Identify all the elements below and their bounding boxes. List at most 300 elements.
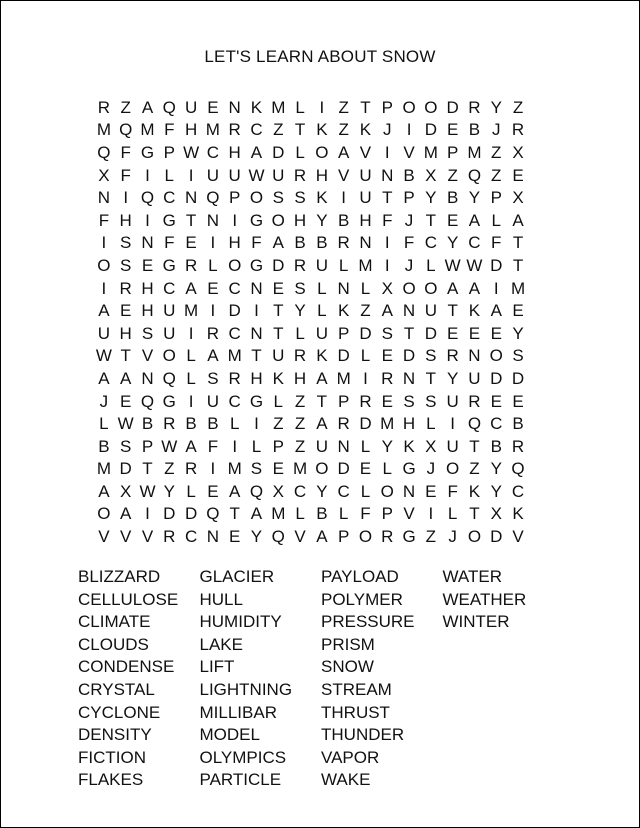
grid-letter: C [337, 481, 350, 501]
grid-letter: B [316, 233, 328, 253]
grid-letter: M [96, 459, 111, 479]
word-item: WEATHER [442, 589, 527, 609]
word-item: THRUST [321, 702, 390, 722]
grid-letter: H [402, 414, 416, 434]
word-item: SNOW [321, 657, 374, 677]
grid-letter: B [403, 165, 415, 185]
grid-letter: L [447, 504, 458, 524]
grid-letter: D [359, 323, 372, 343]
grid-letter: I [145, 504, 150, 524]
grid-letter: G [249, 255, 264, 275]
grid-letter: R [337, 414, 350, 434]
grid-letter: A [229, 481, 241, 501]
grid-letter: C [468, 233, 481, 253]
grid-letter: S [403, 391, 415, 411]
letter-grid [93, 96, 529, 548]
grid-letter: V [403, 142, 415, 162]
word-item: PRISM [321, 634, 375, 654]
grid-letter: S [250, 459, 263, 479]
grid-letter: Q [162, 97, 176, 117]
grid-letter: O [228, 255, 242, 275]
grid-letter: I [406, 120, 412, 140]
grid-letter: T [229, 504, 240, 524]
grid-letter: Q [467, 414, 482, 434]
grid-letter: Z [120, 97, 131, 117]
grid-letter: E [229, 527, 241, 547]
grid-letter: J [491, 120, 501, 140]
grid-letter: B [185, 414, 197, 434]
grid-letter: N [228, 97, 241, 117]
grid-letter: R [511, 436, 525, 456]
word-item: CLIMATE [78, 612, 151, 632]
grid-letter: N [337, 278, 350, 298]
grid-letter: A [381, 301, 393, 321]
grid-row [93, 480, 529, 503]
grid-letter: M [271, 504, 286, 524]
grid-letter: S [272, 188, 284, 208]
grid-letter: U [359, 188, 372, 208]
grid-letter: U [184, 97, 198, 117]
grid-letter: N [337, 436, 350, 456]
grid-letter: Y [446, 233, 459, 253]
grid-letter: P [337, 323, 350, 343]
grid-letter: H [359, 210, 372, 230]
grid-letter: V [98, 527, 110, 547]
page-title: LET'S LEARN ABOUT SNOW [204, 47, 436, 66]
grid-letter: V [512, 527, 524, 547]
grid-letter: S [425, 391, 437, 411]
grid-letter: F [98, 210, 110, 230]
grid-letter: O [358, 527, 373, 547]
grid-letter: L [186, 368, 196, 388]
grid-letter: Z [273, 414, 284, 434]
grid-letter: C [184, 527, 198, 547]
grid-row [93, 119, 529, 142]
grid-letter: H [141, 278, 154, 298]
grid-letter: Q [140, 188, 155, 208]
grid-letter: D [337, 346, 350, 366]
grid-letter: R [381, 368, 394, 388]
grid-letter: M [467, 142, 482, 162]
word-item: OLYMPICS [199, 747, 287, 767]
grid-letter: R [468, 97, 481, 117]
grid-letter: V [120, 527, 132, 547]
grid-letter: N [359, 233, 372, 253]
grid-letter: W [161, 436, 178, 456]
grid-letter: O [467, 527, 482, 547]
grid-letter: P [381, 504, 393, 524]
grid-letter: T [251, 346, 262, 366]
grid-letter: E [512, 391, 524, 411]
grid-letter: O [424, 278, 438, 298]
grid-letter: F [403, 233, 415, 253]
grid-letter: A [141, 97, 154, 117]
grid-letter: D [119, 459, 132, 479]
grid-letter: I [384, 255, 390, 275]
grid-letter: Q [511, 459, 525, 479]
grid-letter: E [207, 481, 219, 501]
grid-row [93, 458, 529, 481]
grid-letter: T [469, 504, 480, 524]
grid-letter: P [229, 188, 241, 208]
grid-letter: E [425, 481, 437, 501]
grid-letter: K [316, 346, 328, 366]
grid-letter: I [210, 233, 216, 253]
grid-letter: R [228, 120, 241, 140]
grid-letter: O [424, 97, 438, 117]
grid-letter: I [145, 210, 150, 230]
grid-letter: F [251, 233, 262, 253]
grid-letter: Y [250, 527, 263, 547]
grid-letter: D [359, 414, 372, 434]
grid-letter: L [295, 97, 305, 117]
grid-letter: Q [249, 481, 264, 501]
grid-row [93, 525, 529, 548]
grid-letter: F [164, 120, 175, 140]
grid-letter: L [208, 255, 218, 275]
word-item: MODEL [199, 725, 260, 745]
grid-letter: A [207, 346, 219, 366]
grid-letter: A [250, 504, 263, 524]
grid-letter: J [383, 120, 392, 140]
grid-letter: X [425, 436, 437, 456]
grid-letter: Z [360, 301, 371, 321]
grid-letter: P [381, 97, 393, 117]
grid-letter: X [120, 481, 132, 501]
grid-letter: L [360, 481, 371, 501]
grid-letter: M [227, 459, 242, 479]
grid-letter: I [384, 233, 390, 253]
grid-letter: B [98, 436, 110, 456]
grid-letter: W [466, 255, 483, 275]
grid-letter: R [511, 120, 525, 140]
grid-letter: F [360, 504, 371, 524]
grid-letter: L [186, 481, 196, 501]
grid-letter: C [206, 142, 220, 162]
grid-letter: B [141, 414, 154, 434]
grid-letter: C [250, 120, 263, 140]
grid-letter: Z [512, 97, 524, 117]
grid-letter: A [272, 233, 284, 253]
grid-letter: K [337, 301, 350, 321]
grid-letter: K [468, 301, 481, 321]
grid-row [93, 322, 529, 345]
grid-letter: S [381, 323, 393, 343]
grid-letter: L [491, 210, 501, 230]
grid-letter: B [337, 210, 350, 230]
grid-letter: Z [338, 97, 349, 117]
grid-letter: T [447, 301, 458, 321]
grid-letter: O [162, 346, 176, 366]
grid-letter: L [338, 504, 349, 524]
grid-letter: M [358, 255, 373, 275]
grid-letter: M [336, 368, 351, 388]
grid-letter: I [101, 233, 107, 253]
grid-letter: R [163, 527, 176, 547]
grid-letter: N [402, 301, 416, 321]
grid-letter: I [254, 301, 259, 321]
word-item: BLIZZARD [78, 567, 161, 586]
grid-letter: A [98, 368, 110, 388]
grid-letter: V [141, 346, 154, 366]
grid-letter: N [141, 368, 154, 388]
grid-letter: M [96, 120, 111, 140]
grid-letter: S [120, 255, 132, 275]
word-item: MILLIBAR [199, 702, 277, 722]
word-item: DENSITY [78, 725, 152, 745]
grid-letter: U [206, 165, 220, 185]
grid-letter: R [163, 414, 176, 434]
grid-letter: W [95, 346, 112, 366]
grid-letter: L [360, 278, 371, 298]
grid-letter: D [511, 368, 525, 388]
grid-letter: O [380, 481, 394, 501]
grid-letter: Y [512, 323, 524, 343]
grid-letter: W [444, 255, 461, 275]
grid-letter: X [490, 504, 502, 524]
grid-letter: A [185, 436, 197, 456]
grid-letter: I [363, 368, 368, 388]
grid-row [93, 186, 529, 209]
grid-letter: E [446, 323, 459, 343]
grid-row [93, 277, 529, 300]
grid-letter: I [188, 391, 194, 411]
grid-letter: M [510, 278, 526, 298]
word-item: CYCLONE [78, 702, 161, 722]
grid-letter: Y [316, 210, 328, 230]
grid-letter: J [99, 391, 109, 411]
grid-letter: Y [490, 459, 502, 479]
grid-letter: W [248, 165, 265, 185]
word-item: VAPOR [321, 747, 380, 767]
grid-letter: Q [467, 165, 482, 185]
word-item: CELLULOSE [78, 589, 179, 609]
grid-letter: M [292, 459, 308, 479]
grid-letter: K [272, 368, 284, 388]
grid-letter: N [250, 278, 263, 298]
grid-letter: M [227, 346, 242, 366]
grid-row [93, 209, 529, 232]
grid-letter: P [337, 527, 350, 547]
grid-letter: T [316, 391, 328, 411]
grid-letter: Z [447, 165, 458, 185]
grid-letter: Q [206, 188, 220, 208]
grid-letter: X [425, 165, 437, 185]
grid-letter: L [426, 255, 436, 275]
grid-letter: A [120, 504, 132, 524]
grid-letter: H [119, 210, 132, 230]
word-column [443, 566, 565, 792]
grid-letter: X [98, 165, 110, 185]
grid-letter: I [210, 459, 216, 479]
grid-letter: K [316, 120, 328, 140]
grid-letter: R [381, 527, 394, 547]
grid-letter: D [337, 459, 350, 479]
grid-letter: E [120, 301, 132, 321]
grid-letter: S [207, 368, 219, 388]
grid-letter: D [184, 504, 198, 524]
grid-letter: J [404, 255, 414, 275]
word-item: WINTER [442, 612, 510, 632]
grid-letter: F [382, 210, 393, 230]
grid-letter: F [447, 481, 458, 501]
grid-letter: T [120, 346, 131, 366]
word-item: LIGHTNING [199, 679, 293, 699]
grid-letter: O [315, 142, 329, 162]
grid-letter: R [97, 97, 111, 117]
grid-letter: N [206, 210, 220, 230]
grid-letter: R [228, 368, 241, 388]
grid-letter: M [140, 120, 155, 140]
grid-letter: S [512, 346, 524, 366]
grid-letter: I [493, 278, 499, 298]
grid-letter: O [97, 504, 111, 524]
word-item: CRYSTAL [78, 679, 155, 699]
grid-letter: L [295, 323, 305, 343]
grid-letter: I [145, 165, 150, 185]
grid-letter: E [272, 459, 284, 479]
grid-letter: L [251, 436, 262, 456]
grid-letter: L [338, 255, 349, 275]
grid-letter: R [293, 346, 307, 366]
grid-letter: A [316, 527, 328, 547]
grid-row [93, 96, 529, 119]
grid-letter: U [163, 323, 176, 343]
grid-letter: Q [206, 504, 220, 524]
grid-letter: F [120, 142, 131, 162]
grid-letter: L [164, 165, 175, 185]
grid-letter: T [469, 436, 480, 456]
grid-letter: T [425, 210, 437, 230]
word-item: CONDENSE [78, 657, 175, 677]
grid-letter: N [468, 346, 481, 366]
grid-letter: U [468, 368, 481, 388]
grid-letter: L [186, 346, 196, 366]
grid-letter: I [319, 97, 325, 117]
grid-letter: E [120, 391, 132, 411]
grid-letter: W [117, 414, 134, 434]
grid-letter: E [446, 210, 459, 230]
word-item: HUMIDITY [199, 612, 282, 632]
grid-letter: D [490, 368, 503, 388]
grid-row [93, 367, 529, 390]
grid-letter: L [317, 301, 327, 321]
grid-letter: H [228, 233, 241, 253]
grid-letter: I [254, 414, 259, 434]
grid-letter: S [294, 278, 306, 298]
grid-letter: U [163, 301, 176, 321]
grid-letter: W [183, 142, 200, 162]
grid-letter: N [381, 165, 394, 185]
grid-letter: P [163, 142, 175, 162]
grid-letter: N [184, 188, 198, 208]
grid-row [93, 254, 529, 277]
grid-letter: L [99, 414, 109, 434]
grid-letter: D [424, 323, 437, 343]
grid-letter: I [232, 210, 238, 230]
grid-letter: Y [490, 481, 502, 501]
grid-letter: X [512, 188, 524, 208]
grid-row [93, 164, 529, 187]
grid-letter: Q [271, 527, 285, 547]
grid-letter: Q [162, 368, 176, 388]
grid-letter: L [360, 346, 371, 366]
grid-letter: H [293, 210, 307, 230]
grid-letter: G [162, 391, 176, 411]
grid-letter: A [98, 301, 110, 321]
grid-letter: D [228, 301, 241, 321]
grid-letter: Y [490, 97, 502, 117]
grid-letter: A [446, 278, 459, 298]
grid-letter: H [293, 368, 307, 388]
grid-letter: I [232, 436, 238, 456]
word-item: PAYLOAD [321, 567, 399, 586]
grid-letter: K [359, 120, 372, 140]
word-item: GLACIER [199, 567, 275, 586]
grid-letter: Z [294, 414, 306, 434]
grid-letter: L [317, 278, 327, 298]
grid-letter: T [360, 97, 371, 117]
grid-letter: R [337, 233, 350, 253]
grid-letter: A [468, 210, 481, 230]
grid-letter: V [294, 527, 306, 547]
grid-letter: V [403, 504, 415, 524]
grid-letter: Y [163, 481, 175, 501]
grid-letter: L [295, 504, 305, 524]
grid-letter: D [272, 142, 285, 162]
grid-letter: K [250, 97, 263, 117]
grid-letter: J [404, 210, 414, 230]
grid-letter: O [271, 210, 285, 230]
grid-letter: T [142, 459, 153, 479]
grid-letter: B [316, 504, 328, 524]
word-item: POLYMER [321, 589, 403, 609]
grid-letter: E [490, 323, 502, 343]
grid-letter: F [120, 165, 131, 185]
word-item: WAKE [321, 770, 371, 790]
grid-letter: L [229, 414, 240, 434]
grid-letter: K [468, 481, 481, 501]
grid-letter: S [425, 346, 437, 366]
grid-letter: G [249, 210, 264, 230]
grid-letter: L [382, 459, 392, 479]
grid-letter: E [272, 278, 284, 298]
grid-letter: F [164, 233, 175, 253]
word-item: STREAM [321, 679, 392, 699]
grid-letter: R [446, 346, 459, 366]
grid-letter: V [141, 527, 154, 547]
grid-letter: I [384, 142, 390, 162]
grid-letter: N [97, 188, 111, 208]
grid-letter: U [97, 323, 111, 343]
grid-letter: E [381, 346, 393, 366]
grid-row [93, 435, 529, 458]
grid-letter: T [185, 210, 197, 230]
grid-letter: J [448, 527, 457, 547]
grid-letter: O [402, 97, 416, 117]
grid-letter: R [184, 459, 198, 479]
grid-letter: E [359, 459, 372, 479]
grid-row [93, 345, 529, 368]
word-column [200, 566, 322, 792]
grid-letter: C [228, 278, 241, 298]
grid-letter: T [425, 368, 437, 388]
grid-letter: T [273, 323, 284, 343]
grid-row [93, 232, 529, 255]
grid-row [93, 141, 529, 164]
grid-letter: O [489, 346, 503, 366]
grid-letter: S [294, 188, 306, 208]
